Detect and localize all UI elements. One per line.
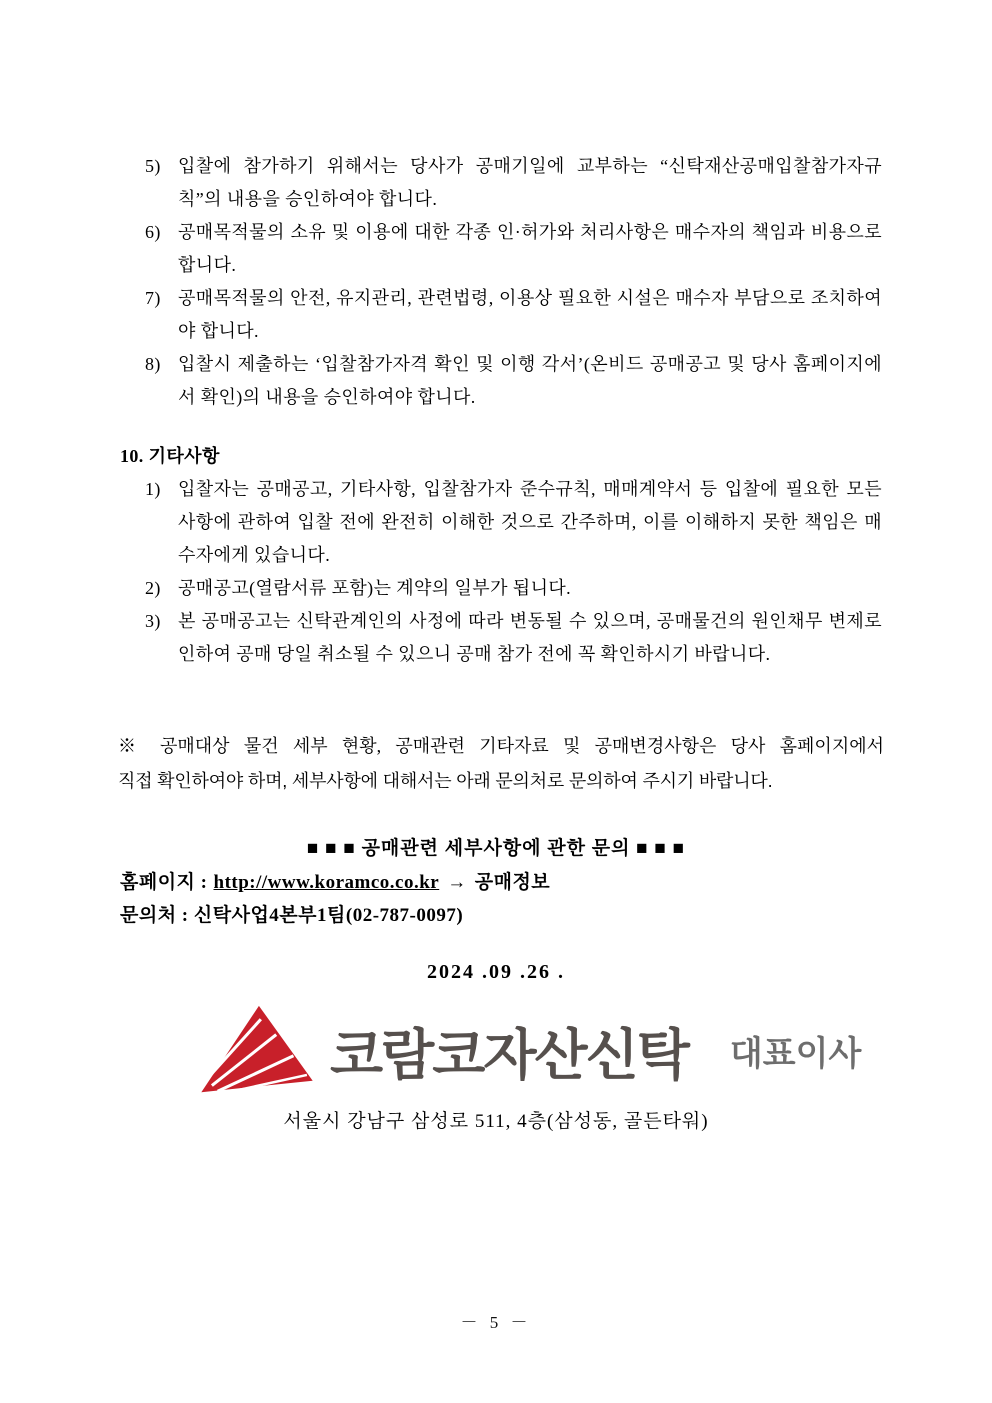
list-item-text: 공매공고(열람서류 포함)는 계약의 일부가 됩니다. bbox=[178, 578, 572, 598]
page-number: － 5 － bbox=[460, 1313, 532, 1332]
section-10-list bbox=[145, 473, 882, 671]
note-paragraph bbox=[118, 729, 884, 799]
list-item bbox=[145, 282, 882, 348]
koramco-triangle-logo-icon bbox=[198, 1002, 316, 1098]
note-line-1: ※ 공매대상 물건 세부 현황, 공매관련 기타자료 및 공매변경사항은 당사 홈페이지에서 bbox=[118, 736, 884, 756]
list-item-text: 본 공매공고는 신탁관계인의 사정에 따라 변동될 수 있으며, 공매물건의 원인채무 변제로 인하여 공매 당일 취소될 수 있으니 공매 참가 전에 꼭 확인하시기 바랍니다. bbox=[178, 611, 882, 664]
company-name: 코람코자산신탁 bbox=[330, 1023, 688, 1086]
section-heading: 10. 기타사항 bbox=[120, 446, 220, 466]
list-item-number: 1) bbox=[145, 479, 161, 499]
list-item-text: 공매목적물의 소유 및 이용에 대한 각종 인·허가와 처리사항은 매수자의 책임과 비용으로 합니다. bbox=[178, 222, 882, 275]
list-item-text: 입찰시 제출하는 ‘입찰참가자격 확인 및 이행 각서’(온비드 공매공고 및 당사 홈페이지에서 확인)의 내용을 승인하여야 합니다. bbox=[178, 354, 882, 407]
list-item bbox=[145, 605, 882, 671]
list-item bbox=[145, 348, 882, 414]
contact-section-title: ■ ■ ■ 공매관련 세부사항에 관한 문의 ■ ■ ■ bbox=[306, 838, 686, 859]
company-address: 서울시 강남구 삼성로 511, 4층(삼성동, 골든타워) bbox=[283, 1111, 709, 1132]
list-item bbox=[145, 150, 882, 216]
list-item bbox=[145, 572, 882, 605]
numbered-list-5-8 bbox=[145, 150, 882, 414]
homepage-target: 공매정보 bbox=[474, 872, 551, 893]
arrow-right-icon: → bbox=[447, 872, 467, 893]
signature-block bbox=[198, 1000, 861, 1100]
list-item-text: 입찰에 참가하기 위해서는 당사가 공매기일에 교부하는 “신탁재산공매입찰참가자규칙”의 내용을 승인하여야 합니다. bbox=[178, 156, 882, 209]
list-item-text: 공매목적물의 안전, 유지관리, 관련법령, 이용상 필요한 시설은 매수자 부담으로 조치하여야 합니다. bbox=[178, 288, 882, 341]
document-date: 2024 .09 .26 . bbox=[427, 961, 565, 983]
list-item bbox=[145, 216, 882, 282]
homepage-link[interactable]: http://www.koramco.co.kr bbox=[213, 872, 440, 893]
list-item-number: 6) bbox=[145, 222, 161, 242]
list-item-text: 입찰자는 공매공고, 기타사항, 입찰참가자 준수규칙, 매매계약서 등 입찰에 필요한 모든 사항에 관하여 입찰 전에 완전히 이해한 것으로 간주하며, 이를 이해하지 못한 책임은 매수자에게 있습니다. bbox=[178, 479, 882, 565]
list-item-number: 3) bbox=[145, 611, 161, 631]
list-item-number: 8) bbox=[145, 354, 161, 374]
list-item-number: 5) bbox=[145, 156, 161, 176]
list-item bbox=[145, 473, 882, 572]
homepage-label: 홈페이지 : bbox=[120, 872, 208, 893]
inquiry-line: 문의처 : 신탁사업4본부1팀(02-787-0097) bbox=[120, 905, 464, 926]
list-item-number: 2) bbox=[145, 578, 161, 598]
list-item-number: 7) bbox=[145, 288, 161, 308]
section-10 bbox=[120, 440, 882, 671]
note-line-2: 직접 확인하여야 하며, 세부사항에 대해서는 아래 문의처로 문의하여 주시기 바랍니다. bbox=[118, 771, 773, 791]
signer-role: 대표이사 bbox=[729, 1034, 862, 1073]
homepage-line bbox=[120, 867, 550, 894]
